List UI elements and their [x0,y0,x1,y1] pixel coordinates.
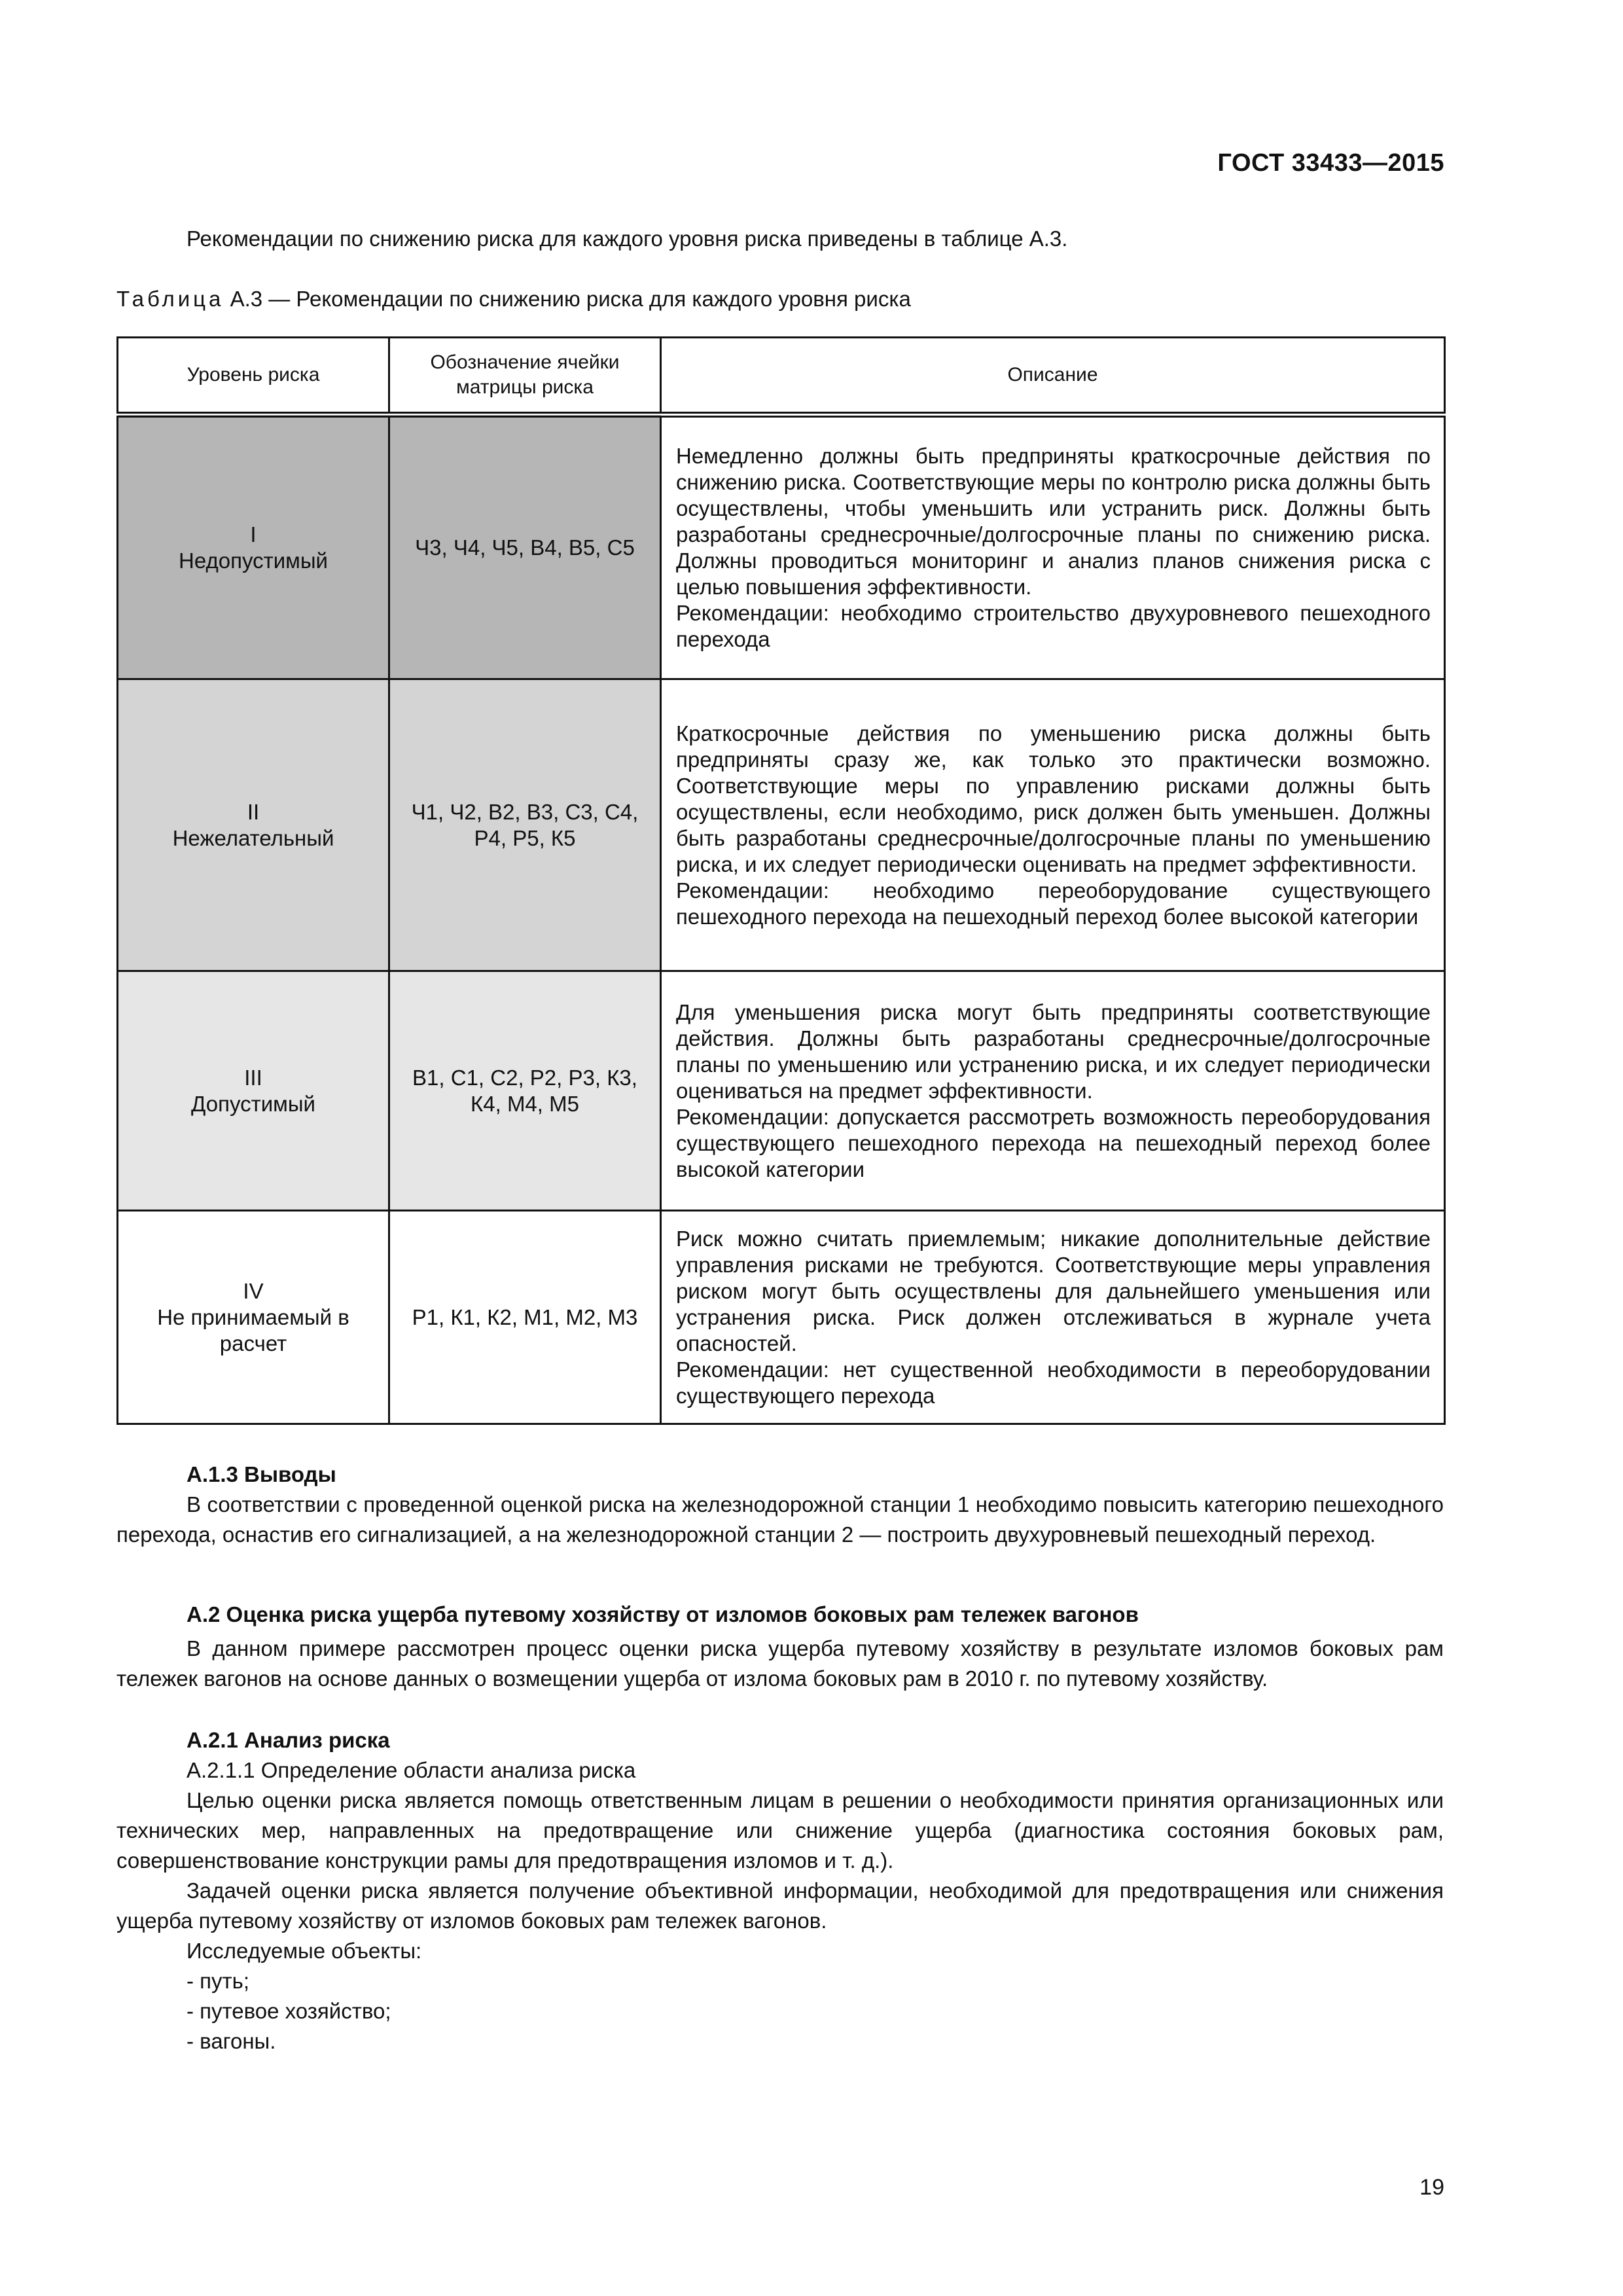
table-header-row [118,338,1445,415]
recommendation-text: Рекомендации: необходимо строительство двухуровневого пешеходного перехода [676,601,1431,651]
matrix-cells: Ч1, Ч2, В2, В3, С3, С4, Р4, Р5, К5 [389,679,661,971]
table-row [118,971,1445,1211]
header-risk-level: Уровень риска [118,338,389,415]
header-description: Описание [661,338,1445,415]
risk-level-name: Нежелательный [172,825,334,850]
table-row [118,679,1445,971]
section-heading: А.2 Оценка риска ущерба путевому хозяйству от изломов боковых рам тележек вагонов [187,1602,1139,1626]
page-number: 19 [1419,2175,1444,2200]
section-paragraph: В соответствии с проведенной оценкой риска на железнодорожной станции 1 необходимо повысить категорию пешеходного перехода, оснастив его сигнализацией, а на железнодорожной станции 2 — построить двухуровневый пешеходный переход. [116,1492,1444,1547]
risk-level-number: I [250,522,257,547]
table-caption-text: А.3 — Рекомендации по снижению риска для каждого уровня риска [230,287,911,311]
risk-level-cell [118,679,389,971]
recommendation-text: Рекомендации: допускается рассмотреть возможность переоборудования существующего пешеходного перехода на пешеходный переход более высокой категории [676,1104,1431,1181]
recommendation-text: Рекомендации: необходимо переоборудование существующего пешеходного перехода на пешеходный переход более высокой категории [676,878,1431,929]
section-paragraph: Задачей оценки риска является получение объективной информации, необходимой для предотвращения или снижения ущерба путевому хозяйству от изломов боковых рам тележек вагонов. [116,1878,1444,1933]
header-matrix-cells: Обозначение ячейки матрицы риска [389,338,661,415]
risk-level-name: Допустимый [191,1091,315,1116]
risk-level-cell [118,971,389,1211]
description-cell [661,971,1445,1211]
table-caption-prefix: Таблица [116,287,224,311]
section-a2 [116,1600,1444,1694]
risk-level-cell [118,415,389,679]
list-item: - вагоны. [187,2029,276,2053]
description-text: Риск можно считать приемлемым; никакие дополнительные действие управления рисками не требуются. Соответствующие меры управления риском могут быть осуществлены для дальнейшего уменьшения или устранения риска. Риск должен отслеживаться в журнале учета опасностей. [676,1226,1431,1355]
intro-paragraph: Рекомендации по снижению риска для каждого уровня риска приведены в таблице А.3. [187,226,1068,251]
risk-level-number: II [247,799,260,824]
description-text: Немедленно должны быть предприняты краткосрочные действия по снижению риска. Соответствующие меры по контролю риска должны быть осуществлены, чтобы уменьшить или устранить риск. Должны быть разработаны среднесрочные/долгосрочные планы по снижению риска. Должны проводиться мониторинг и анализ планов снижения риска с целью повышения эффективности. [676,444,1431,599]
recommendation-text: Рекомендации: нет существенной необходимости в переоборудовании существующего перехода [676,1357,1431,1408]
risk-level-name: Недопустимый [179,548,328,573]
description-cell [661,1211,1445,1424]
subsection-heading: А.2.1.1 Определение области анализа риска [187,1758,636,1782]
section-a13 [116,1460,1444,1550]
section-heading: А.1.3 Выводы [187,1462,336,1486]
risk-level-number: IV [243,1278,264,1303]
description-text: Краткосрочные действия по уменьшению риска должны быть предприняты сразу же, как только это практически возможно. Соответствующие меры по управлению рисками должны быть осуществлены, если необходимо, риск должен быть уменьшен. Должны быть разработаны среднесрочные/долгосрочные планы по уменьшению риска, и их следует периодически оценивать на предмет эффективности. [676,721,1431,876]
risk-level-number: III [244,1065,262,1090]
document-header-standard-id: ГОСТ 33433—2015 [1217,149,1444,177]
description-text: Для уменьшения риска могут быть предприняты соответствующие действия. Должны быть разработаны среднесрочные/долгосрочные планы по уменьшению или устранению риска, и их следует периодически оцениваться на предмет эффективности. [676,999,1431,1103]
description-cell [661,415,1445,679]
matrix-cells: Ч3, Ч4, Ч5, В4, В5, С5 [389,415,661,679]
description-cell [661,679,1445,971]
section-a21 [116,1725,1444,2056]
section-paragraph: В данном примере рассмотрен процесс оценки риска ущерба путевому хозяйству в результате изломов боковых рам тележек вагонов на основе данных о возмещении ущерба от излома боковых рам в 2010 г. по путевому хозяйству. [116,1636,1444,1691]
section-heading: А.2.1 Анализ риска [187,1728,390,1752]
table-caption [116,287,911,312]
objects-label: Исследуемые объекты: [187,1939,422,1963]
matrix-cells: В1, С1, С2, Р2, Р3, К3, К4, М4, М5 [389,971,661,1211]
table-row [118,1211,1445,1424]
table-row [118,415,1445,679]
risk-level-name: Не принимаемый в расчет [157,1304,349,1355]
risk-level-cell [118,1211,389,1424]
list-item: - путь; [187,1969,250,1993]
list-item: - путевое хозяйство; [187,1999,391,2023]
section-paragraph: Целью оценки риска является помощь ответственным лицам в решении о необходимости принятия организационных или технических мер, направленных на предотвращение или снижение ущерба (диагностика состояния боковых рам, совершенствование конструкции рамы для предотвращения изломов и т. д.). [116,1788,1444,1873]
matrix-cells: Р1, К1, К2, М1, М2, М3 [389,1211,661,1424]
risk-recommendations-table [116,336,1446,1425]
